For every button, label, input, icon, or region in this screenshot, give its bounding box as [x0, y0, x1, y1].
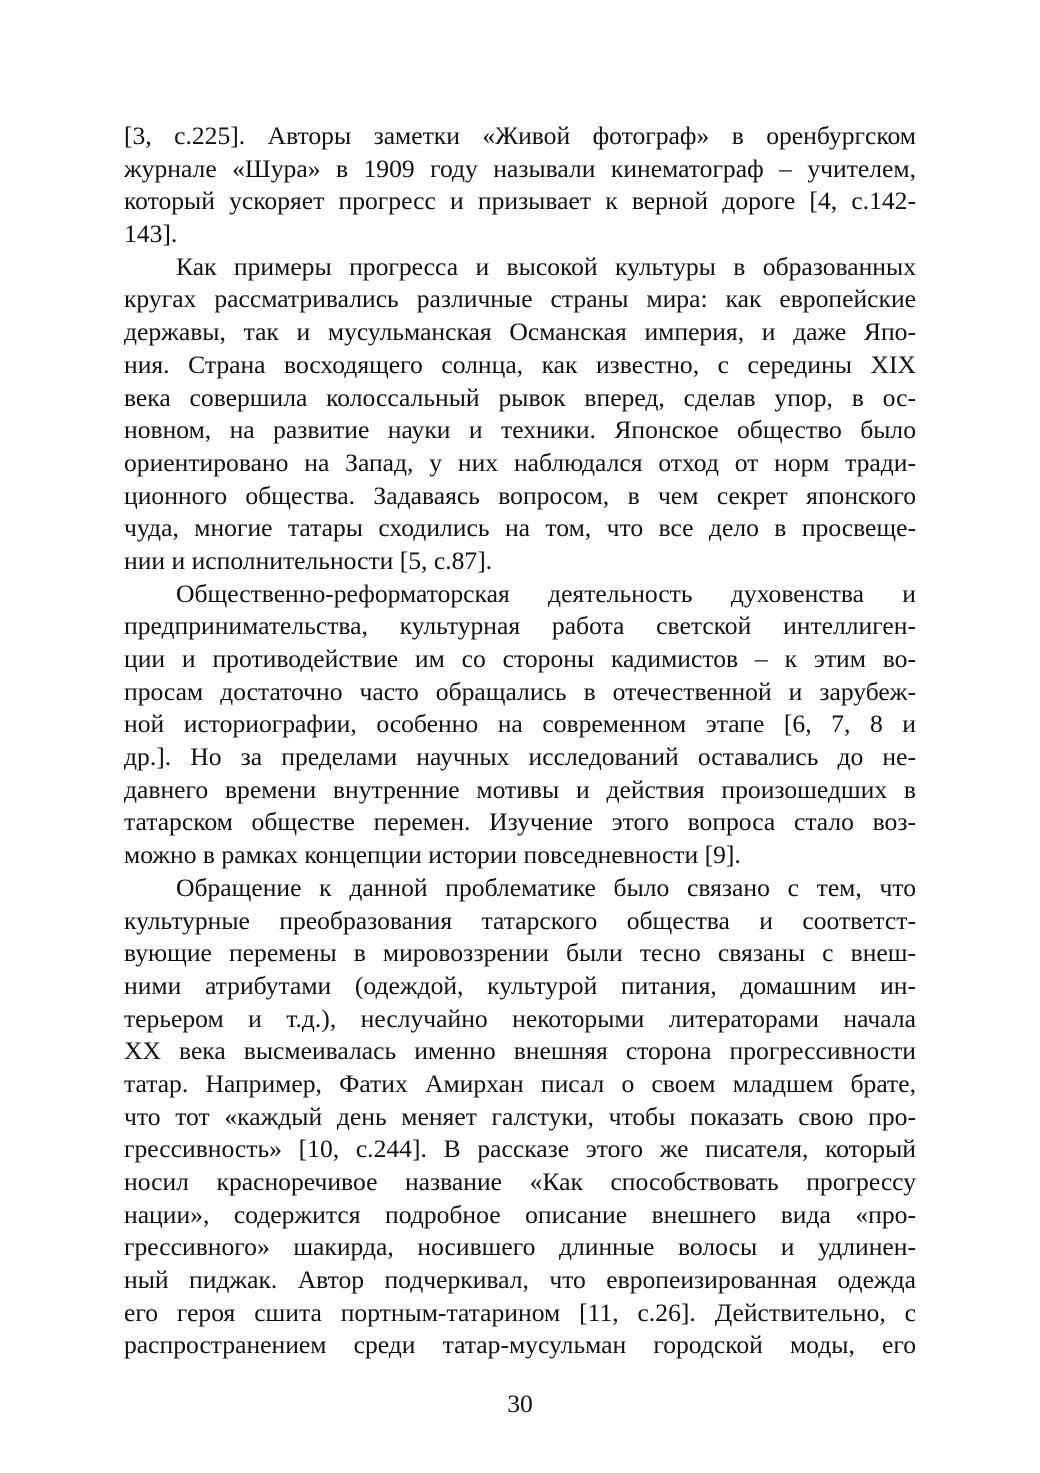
text-line: терьером и т.д.), неслучайно некоторыми литераторами начала: [124, 1003, 916, 1033]
text-line: державы, так и мусульманская Османская империя, и даже Япо-: [124, 317, 916, 347]
text-line: просам достаточно часто обращались в отечественной и зарубеж-: [124, 676, 916, 706]
text-line: ними атрибутами (одеждой, культурой питания, домашним ин-: [124, 970, 916, 1000]
text-line: который ускоряет прогресс и призывает к верной дороге [4, с.142-: [124, 186, 916, 216]
text-line: новном, на развитие науки и техники. Японское общество было: [124, 415, 916, 445]
paragraph: [124, 872, 916, 1362]
text-line: века совершила колоссальный рывок вперед, сделав упор, в ос-: [124, 382, 916, 412]
paragraph: [124, 251, 916, 578]
text-line: носил красноречивое название «Как способствовать прогрессу: [124, 1167, 916, 1196]
text-line: Общественно-реформаторская деятельность духовенства и: [176, 578, 916, 608]
text-line: нации», содержится подробное описание внешнего вида «про-: [124, 1199, 916, 1229]
text-line: [3, с.225]. Авторы заметки «Живой фотограф» в оренбургском: [124, 121, 916, 150]
text-line: ционного общества. Задаваясь вопросом, в чем секрет японского: [124, 480, 916, 510]
text-line: ния. Страна восходящего солнца, как известно, с середины XIX: [124, 349, 916, 379]
text-line: журнале «Шура» в 1909 году называли кинематограф – учителем,: [124, 153, 916, 183]
text-line: кругах рассматривались различные страны мира: как европейские: [124, 284, 916, 314]
text-line: его героя сшита портным-татарином [11, с.26]. Действительно, с: [124, 1297, 916, 1327]
text-line: вующие перемены в мировоззрении были тесно связаны с внеш-: [124, 938, 916, 968]
text-line: можно в рамках концепции истории повседневности [9].: [124, 840, 741, 870]
text-line: ориентировано на Запад, у них наблюдался отход от норм тради-: [124, 447, 916, 477]
text-line: ной историографии, особенно на современном этапе [6, 7, 8 и: [124, 709, 916, 739]
text-line: культурные преобразования татарского общества и соответст-: [124, 905, 916, 935]
text-line: грессивность» [10, с.244]. В рассказе этого же писателя, который: [124, 1134, 916, 1164]
text-line: распространением среди татар-мусульман городской моды, его: [124, 1330, 916, 1360]
text-line: татар. Например, Фатих Амирхан писал о своем младшем брате,: [124, 1068, 916, 1098]
text-line: давнего времени внутренние мотивы и действия произошедших в: [124, 774, 916, 804]
text-line: 143].: [124, 219, 178, 249]
text-line: др.]. Но за пределами научных исследований оставались до не-: [124, 742, 916, 772]
body-text: [124, 120, 916, 1362]
text-line: чуда, многие татары сходились на том, что все дело в просвеще-: [124, 513, 916, 543]
text-line: ный пиджак. Автор подчеркивал, что европеизированная одежда: [124, 1265, 916, 1295]
text-line: ции и противодействие им со стороны кадимистов – к этим во-: [124, 644, 916, 673]
text-line: Как примеры прогресса и высокой культуры в образованных: [176, 251, 916, 281]
text-line: нии и исполнительности [5, с.87].: [124, 545, 493, 575]
paragraph: [124, 120, 916, 251]
text-line: предпринимательства, культурная работа светской интеллиген-: [124, 611, 916, 641]
text-line: грессивного» шакирда, носившего длинные волосы и удлинен-: [124, 1232, 916, 1262]
text-line: что тот «каждый день меняет галстуки, чтобы показать свою про-: [124, 1101, 916, 1131]
text-line: XX века высмеивалась именно внешняя сторона прогрессивности: [124, 1036, 916, 1066]
paragraph: [124, 578, 916, 872]
text-line: Обращение к данной проблематике было связано с тем, что: [176, 872, 916, 902]
page-number: 30: [507, 1389, 533, 1418]
text-line: татарском обществе перемен. Изучение этого вопроса стало воз-: [124, 807, 916, 837]
